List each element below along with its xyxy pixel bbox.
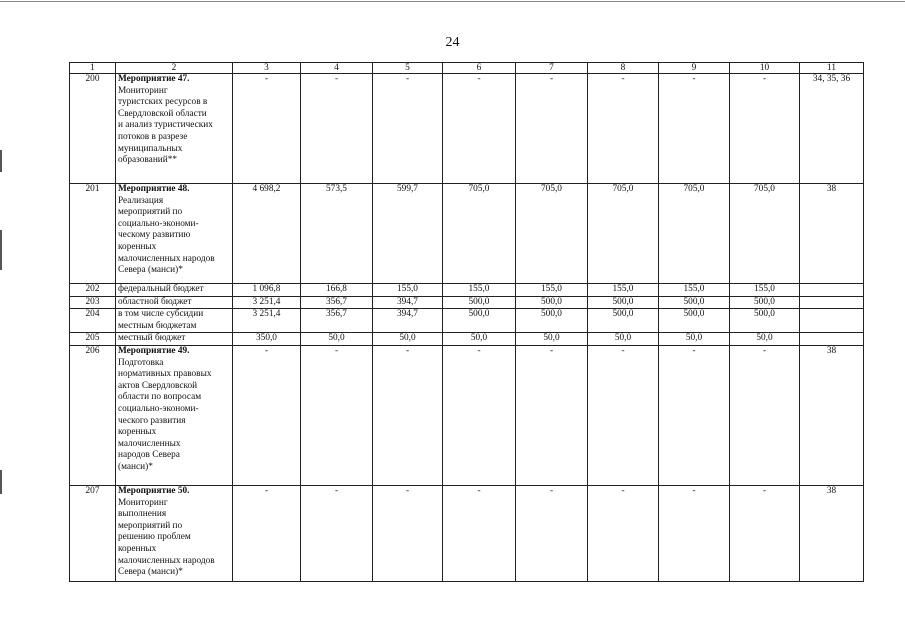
item-name (116, 284, 233, 297)
value-cell: 1 096,8 (233, 284, 301, 297)
row-number: 204 (70, 309, 116, 333)
value-cell: 356,7 (301, 309, 373, 333)
item-name (116, 309, 233, 333)
value-cell: - (301, 74, 373, 184)
row-number: 205 (70, 333, 116, 346)
value-cell: - (730, 345, 800, 485)
item-description: Мониторинг выполнения мероприятий по решению проблем коренных малочисленных народов Севера (манси)* (118, 497, 215, 578)
value-cell: 3 251,4 (233, 309, 301, 333)
item-title: Мероприятие 48. (118, 184, 190, 194)
value-cell: 356,7 (301, 296, 373, 309)
item-description: областной бюджет (118, 296, 192, 307)
item-name (116, 485, 233, 581)
value-cell: 350,0 (233, 333, 301, 346)
value-cell: 394,7 (373, 296, 443, 309)
value-cell: 155,0 (373, 284, 443, 297)
value-cell: 500,0 (443, 296, 516, 309)
value-cell: 155,0 (443, 284, 516, 297)
value-cell: - (730, 74, 800, 184)
top-rule (0, 1, 905, 2)
value-cell: 705,0 (516, 184, 588, 284)
item-description: Мониторинг туристских ресурсов в Свердловской области и анализ туристических потоков в разрезе муниципальных образований** (118, 85, 213, 166)
value-cell: 500,0 (659, 296, 730, 309)
value-cell: 500,0 (588, 296, 659, 309)
value-cell: 4 698,2 (233, 184, 301, 284)
table-row (70, 345, 864, 485)
value-cell: 500,0 (516, 309, 588, 333)
value-cell: 3 251,4 (233, 296, 301, 309)
column-header: 7 (516, 63, 588, 74)
value-cell: - (233, 485, 301, 581)
value-cell: - (373, 74, 443, 184)
value-cell: 155,0 (588, 284, 659, 297)
value-cell: - (659, 74, 730, 184)
value-cell: - (730, 485, 800, 581)
item-description: местный бюджет (118, 333, 186, 344)
column-header: 2 (116, 63, 233, 74)
value-cell: 50,0 (730, 333, 800, 346)
value-cell: - (443, 74, 516, 184)
value-cell: 50,0 (373, 333, 443, 346)
value-cell: - (373, 485, 443, 581)
column-header: 1 (70, 63, 116, 74)
value-cell: - (233, 74, 301, 184)
page-number: 24 (445, 35, 460, 50)
table-row (70, 485, 864, 581)
value-cell: 500,0 (730, 296, 800, 309)
value-cell: 155,0 (730, 284, 800, 297)
value-cell: 500,0 (659, 309, 730, 333)
value-cell: 155,0 (516, 284, 588, 297)
value-cell: - (659, 485, 730, 581)
row-number: 203 (70, 296, 116, 309)
value-cell: 599,7 (373, 184, 443, 284)
target-indicators: 38 (800, 345, 864, 485)
item-description: Подготовка нормативных правовых актов Свердловской области по вопросам социально-экономи- ческого развития коренных малочисленных народов Севера (манси)* (118, 357, 212, 472)
margin-mark (0, 150, 2, 172)
column-header: 10 (730, 63, 800, 74)
table-row (70, 74, 864, 184)
value-cell: 50,0 (516, 333, 588, 346)
target-indicators (800, 333, 864, 346)
table-row (70, 333, 864, 346)
column-header: 3 (233, 63, 301, 74)
value-cell: - (588, 345, 659, 485)
value-cell: - (301, 485, 373, 581)
item-description: в том числе субсидии местным бюджетам (118, 309, 204, 331)
item-title: Мероприятие 47. (118, 74, 190, 84)
value-cell: 705,0 (588, 184, 659, 284)
row-number: 207 (70, 485, 116, 581)
value-cell: 50,0 (301, 333, 373, 346)
target-indicators: 34, 35, 36 (800, 74, 864, 184)
column-header: 9 (659, 63, 730, 74)
value-cell: - (516, 345, 588, 485)
value-cell: - (516, 74, 588, 184)
value-cell: - (301, 345, 373, 485)
target-indicators: 38 (800, 184, 864, 284)
value-cell: 155,0 (659, 284, 730, 297)
margin-mark (0, 470, 2, 494)
value-cell: 705,0 (730, 184, 800, 284)
column-header: 8 (588, 63, 659, 74)
value-cell: - (373, 345, 443, 485)
value-cell: 394,7 (373, 309, 443, 333)
margin-mark (0, 230, 2, 270)
table-row (70, 284, 864, 297)
table-row (70, 309, 864, 333)
target-indicators (800, 284, 864, 297)
row-number: 201 (70, 184, 116, 284)
item-description: федеральный бюджет (118, 284, 204, 294)
value-cell: - (659, 345, 730, 485)
row-number: 200 (70, 74, 116, 184)
item-title: Мероприятие 49. (118, 345, 190, 356)
budget-table (69, 62, 864, 582)
target-indicators (800, 309, 864, 333)
value-cell: - (588, 74, 659, 184)
item-name (116, 296, 233, 309)
item-name (116, 74, 233, 184)
item-name (116, 184, 233, 284)
value-cell: 705,0 (659, 184, 730, 284)
value-cell: 705,0 (443, 184, 516, 284)
target-indicators: 38 (800, 485, 864, 581)
value-cell: 50,0 (588, 333, 659, 346)
value-cell: 573,5 (301, 184, 373, 284)
value-cell: 500,0 (730, 309, 800, 333)
table-row (70, 296, 864, 309)
target-indicators (800, 296, 864, 309)
column-header: 4 (301, 63, 373, 74)
column-header: 5 (373, 63, 443, 74)
value-cell: 166,8 (301, 284, 373, 297)
item-name (116, 333, 233, 346)
value-cell: - (588, 485, 659, 581)
column-header: 11 (800, 63, 864, 74)
item-title: Мероприятие 50. (118, 485, 190, 496)
value-cell: 50,0 (443, 333, 516, 346)
value-cell: 500,0 (588, 309, 659, 333)
item-description: Реализация мероприятий по социально-экономи- ческому развитию коренных малочисленных народов Севера (манси)* (118, 195, 215, 276)
item-name (116, 345, 233, 485)
value-cell: 500,0 (443, 309, 516, 333)
value-cell: - (233, 345, 301, 485)
header-row (70, 63, 864, 74)
value-cell: - (443, 485, 516, 581)
value-cell: - (443, 345, 516, 485)
value-cell: 50,0 (659, 333, 730, 346)
value-cell: 500,0 (516, 296, 588, 309)
row-number: 202 (70, 284, 116, 297)
row-number: 206 (70, 345, 116, 485)
table-row (70, 184, 864, 284)
value-cell: - (516, 485, 588, 581)
column-header: 6 (443, 63, 516, 74)
